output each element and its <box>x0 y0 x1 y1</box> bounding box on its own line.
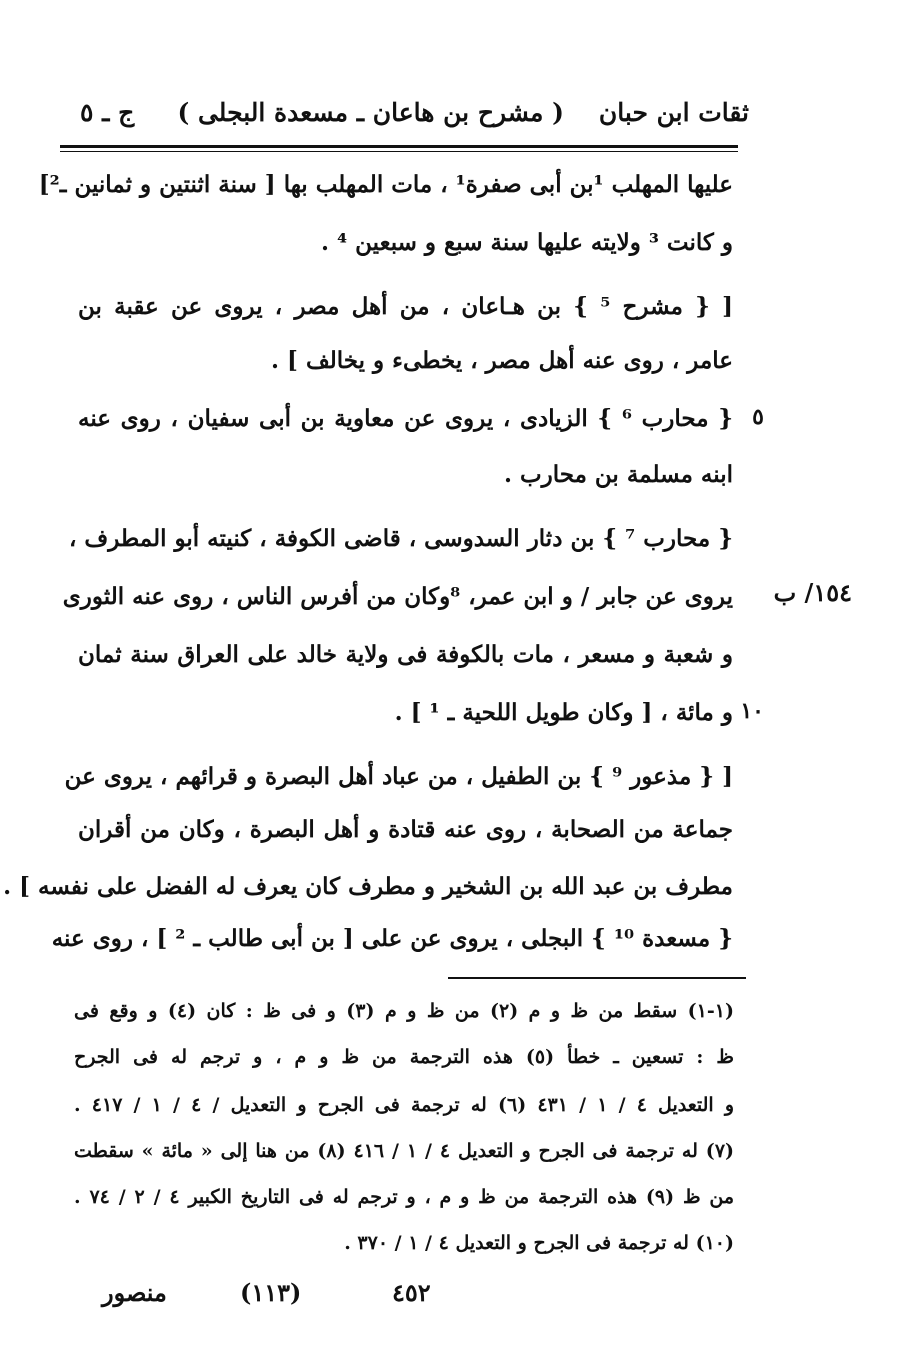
header-rule <box>60 145 738 148</box>
body-line: مطرف بن عبد الله بن الشخير و مطرف كان يعرف له الفضل على نفسه ] . <box>3 873 733 900</box>
body-line: جماعة من الصحابة ، روى عنه قتادة و أهل البصرة ، وكان من أقران <box>78 816 733 843</box>
body-line: عامر ، روى عنه أهل مصر ، يخطىء و يخالف ] . <box>271 347 733 374</box>
folio-marker: ١٥٤/ ب <box>773 578 852 607</box>
body-line: [ { مذعور ⁹ } بن الطفيل ، من عباد أهل البصرة و قرائهم ، يروى عن <box>64 763 733 790</box>
page-footer <box>90 1278 710 1318</box>
body-line: و شعبة و مسعر ، مات بالكوفة فى ولاية خالد على العراق سنة ثمان <box>78 641 733 668</box>
footnote-line: (١٠) له ترجمة فى الجرح و التعديل ٤ / ١ / ٣٧٠ . <box>344 1232 734 1254</box>
page-number: ٤٥٢ <box>392 1278 431 1307</box>
footnote-line: و التعديل ٤ / ١ / ٤٣١ (٦) له ترجمة فى الجرح و التعديل / ٤ / ١ / ٤١٧ . <box>74 1094 735 1116</box>
running-header <box>70 92 749 142</box>
body-line: و كانت ³ ولايته عليها سنة سبع و سبعين ⁴ . <box>321 229 733 256</box>
footnote-line: ظ : تسعين ـ خطأ (٥) هذه الترجمة من ظ و م ، و ترجم له فى الجرح <box>74 1046 734 1068</box>
header-rule-thin <box>60 151 738 152</box>
book-title: ثقات ابن حبان <box>598 98 749 127</box>
line-number: ١٠ <box>740 698 764 724</box>
footnote-line: (٧) له ترجمة فى الجرح و التعديل ٤ / ١ / ٤١٦ (٨) من هنا إلى « مائة » سقطت <box>74 1140 735 1162</box>
footnote-line: من ظ (٩) هذه الترجمة من ظ و م ، و ترجم له فى التاريخ الكبير ٤ / ٢ / ٧٤ . <box>74 1186 735 1208</box>
body-line: يروى عن جابر / و ابن عمر، ⁸وكان من أفرس الناس ، روى عنه الثورى <box>62 583 733 610</box>
press-mark: منصور <box>102 1278 167 1307</box>
footnote-rule <box>448 977 746 979</box>
body-line: { محارب ⁷ } بن دثار السدوسى ، قاضى الكوفة ، كنيته أبو المطرف ، <box>68 525 733 552</box>
body-line: { محارب ⁶ } الزيادى ، يروى عن معاوية بن أبى سفيان ، روى عنه <box>78 405 733 432</box>
entry-range: ( مشرح بن هاعان ـ مسعدة البجلى ) <box>177 98 564 127</box>
body-line: [ { مشرح ⁵ } بن هـاعان ، من أهل مصر ، يروى عن عقبة بن <box>78 293 734 320</box>
body-line: عليها المهلب ¹بن أبى صفرة¹ ، مات المهلب بها [ سنة اثنتين و ثمانين ـ²] <box>38 171 733 198</box>
entry-number: ٥ <box>752 404 764 430</box>
body-line: { مسعدة ¹⁰ } البجلى ، يروى عن على [ بن أبى طالب ـ ² ] ، روى عنه <box>51 925 733 952</box>
body-line: ابنه مسلمة بن محارب . <box>503 461 733 488</box>
sheet-number: (١١٣) <box>240 1278 302 1307</box>
footnote-line: (١-١) سقط من ظ و م (٢) من ظ و م (٣) و فى ظ : كان (٤) و وقع فى <box>74 1000 734 1022</box>
volume-label: ج ـ ٥ <box>80 98 135 127</box>
body-line: و مائة ، [ وكان طويل اللحية ـ ¹ ] . <box>394 699 733 726</box>
